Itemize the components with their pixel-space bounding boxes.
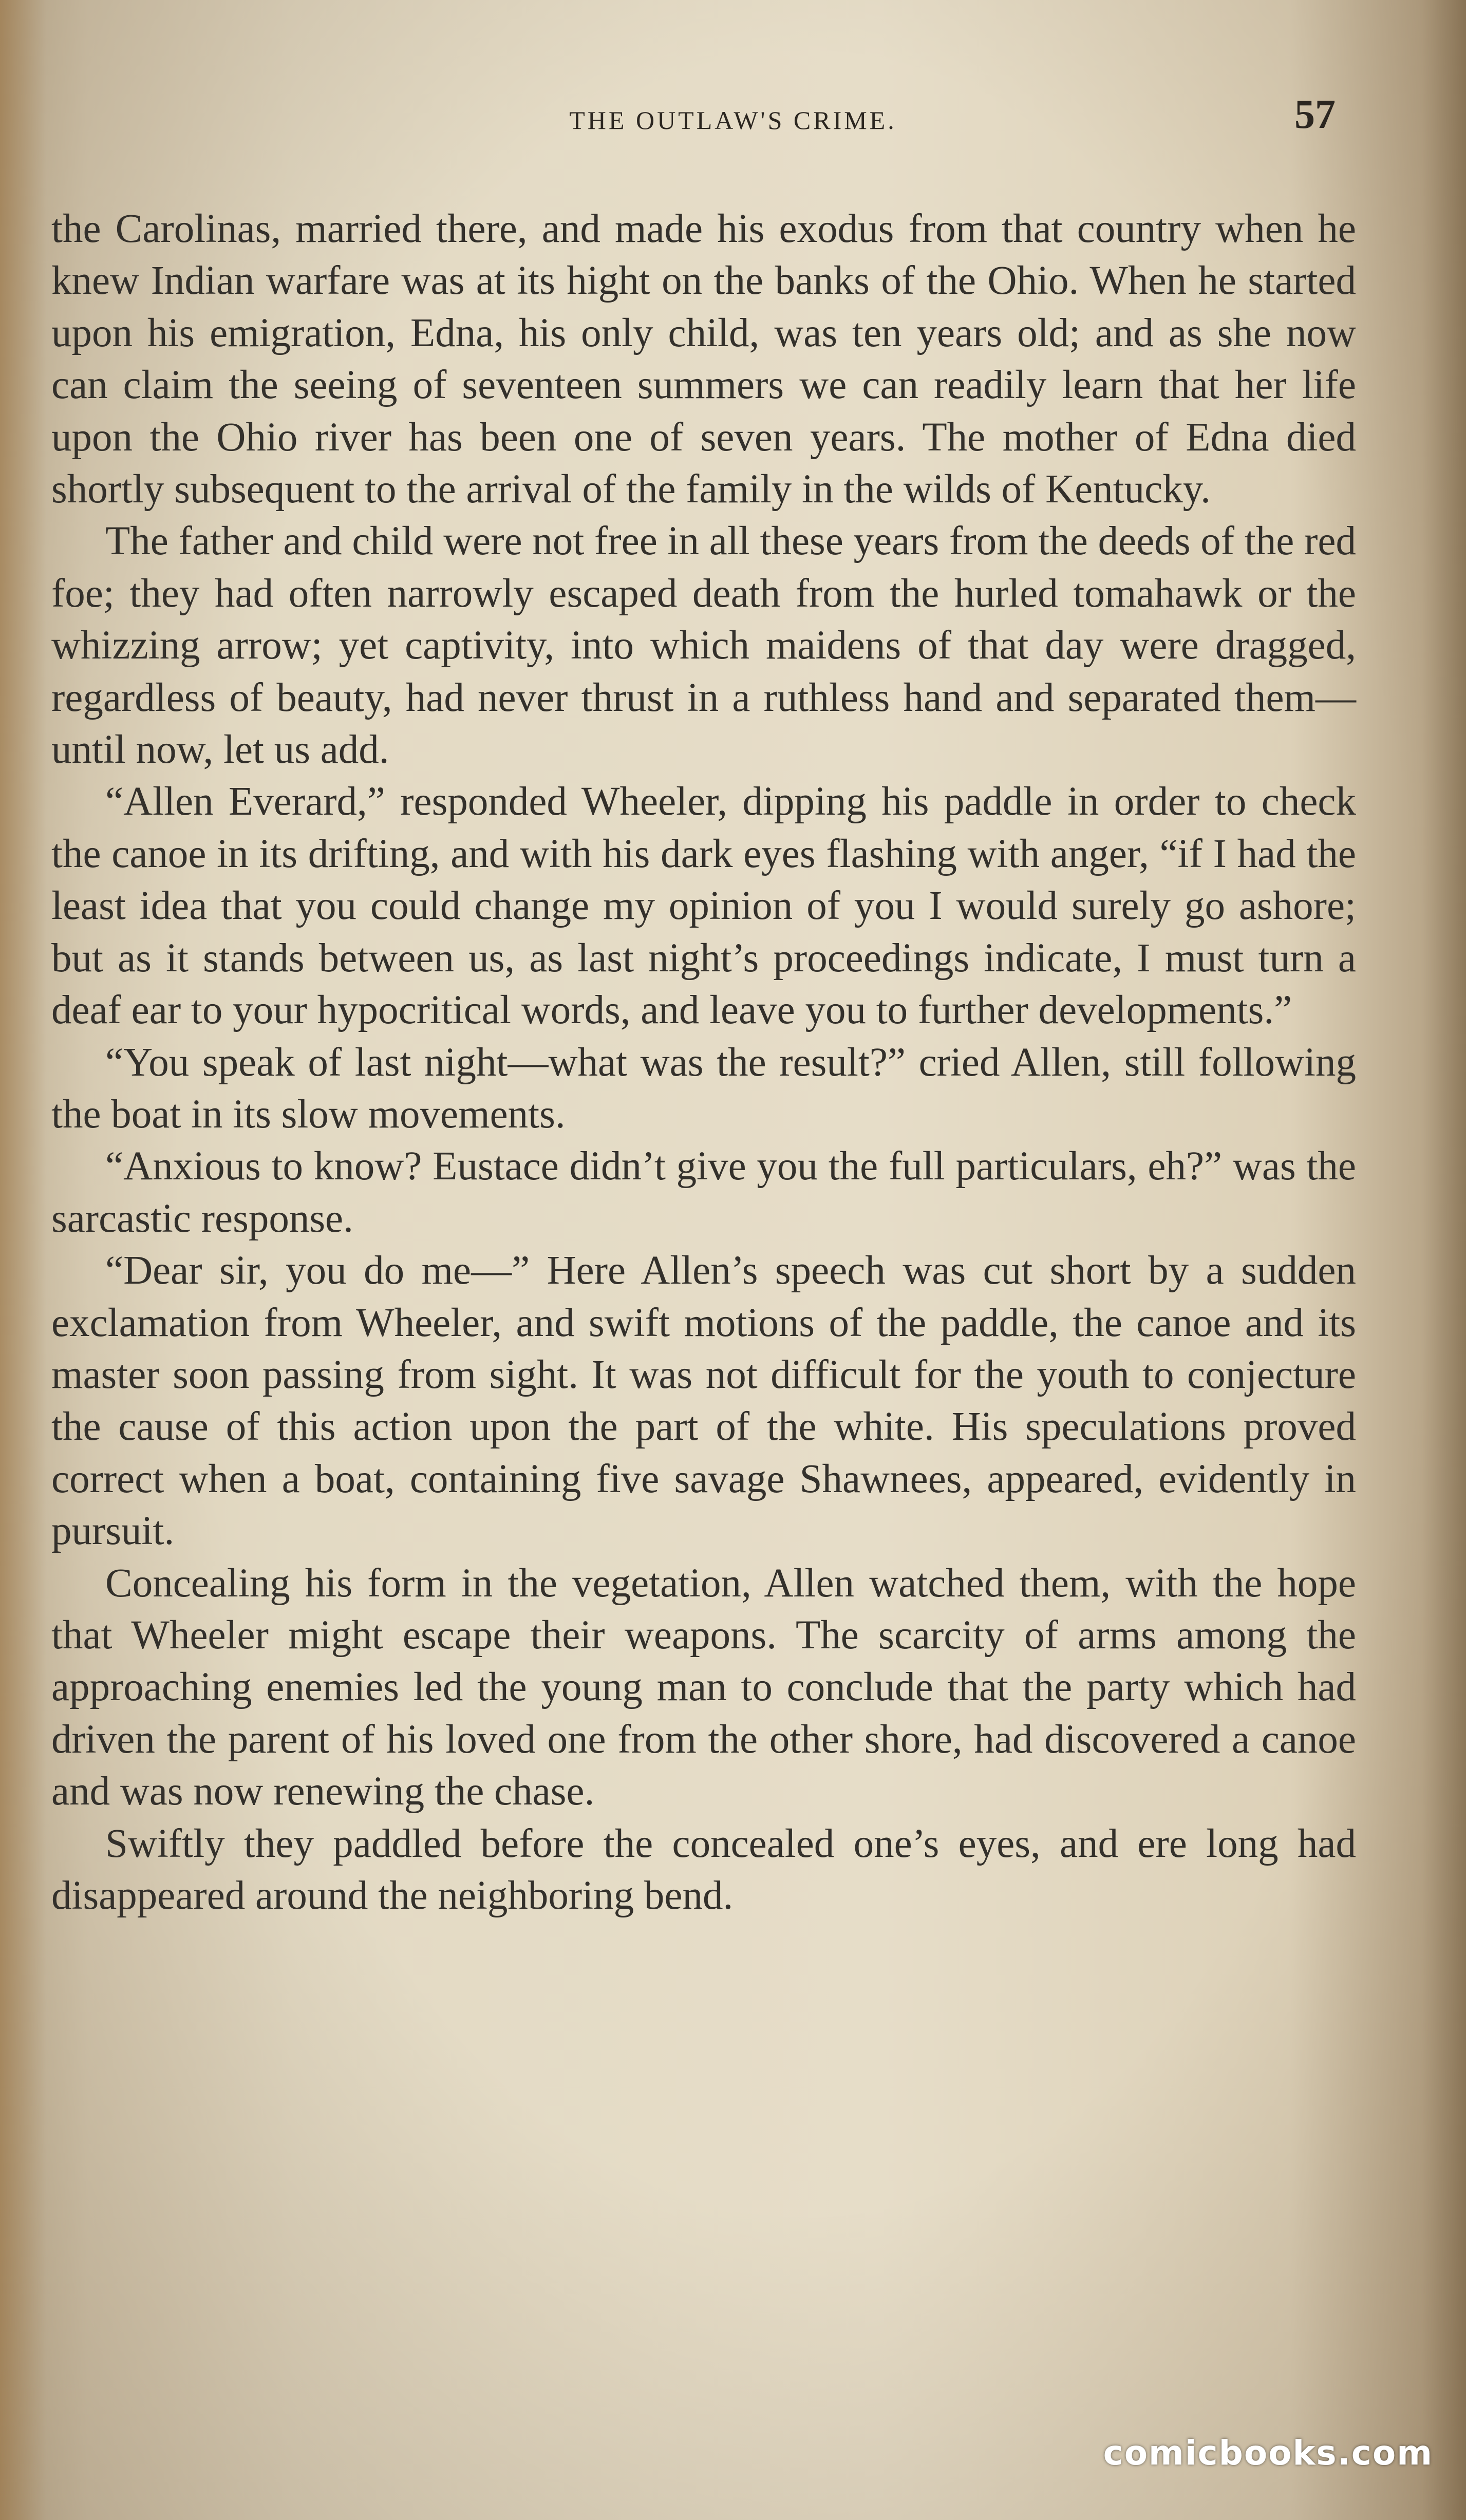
running-head: THE OUTLAW'S CRIME. xyxy=(569,106,897,135)
paragraph: “You speak of last night—what was the result?” cried Allen, still following the boat in its slow movements. xyxy=(51,1040,1356,1137)
paragraph: Concealing his form in the vegetation, Allen watched them, with the hope that Wheeler might escape their weapons. The scarcity of arms among the approaching enemies led the young man to conclude that the party which had driven the parent of his loved one from the other shore, had discovered a canoe and was now renewing the chase. xyxy=(51,1560,1356,1814)
paragraph-continued: the Carolinas, married there, and made his exodus from that country when he knew Indian warfare was at its hight on the banks of the Ohio. When he started upon his emigration, Edna, his only child, was ten years old; and as she now can claim the seeing of seventeen summers we can readily learn that her life upon the Ohio river has been one of seven years. The mother of Edna died shortly subsequent to the arrival of the family in the wilds of Kentucky. xyxy=(51,206,1356,512)
paragraph: Swiftly they paddled before the concealed one’s eyes, and ere long had disappeared around the neighboring bend. xyxy=(51,1821,1356,1918)
paragraph: The father and child were not free in all these years from the deeds of the red foe; they had often narrowly escaped death from the hurled tomahawk or the whizzing arrow; yet captivity, into which maidens of that day were dragged, regardless of beauty, had never thrust in a ruthless hand and separated them—until now, let us add. xyxy=(51,519,1356,773)
paragraph: “Allen Everard,” responded Wheeler, dipping his paddle in order to check the canoe in its drifting, and with his dark eyes flashing with anger, “if I had the least idea that you could change my opinion of you I would surely go ashore; but as it stands between us, as last night’s proceedings indicate, I must turn a deaf ear to your hypocritical words, and leave you to further developments.” xyxy=(51,779,1356,1033)
watermark: comicbooks.com xyxy=(1103,2433,1433,2473)
body-text xyxy=(51,203,1356,1922)
paragraph: “Dear sir, you do me—” Here Allen’s speech was cut short by a sudden exclamation from Wheeler, and swift motions of the paddle, the canoe and its master soon passing from sight. It was not difficult for the youth to conjecture the cause of this action upon the part of the white. His speculations proved correct when a boat, containing five savage Shawnees, appeared, evidently in pursuit. xyxy=(51,1248,1356,1554)
paragraph: “Anxious to know? Eustace didn’t give you the full particulars, eh?” was the sarcastic response. xyxy=(51,1144,1356,1241)
page-number: 57 xyxy=(1294,92,1336,137)
